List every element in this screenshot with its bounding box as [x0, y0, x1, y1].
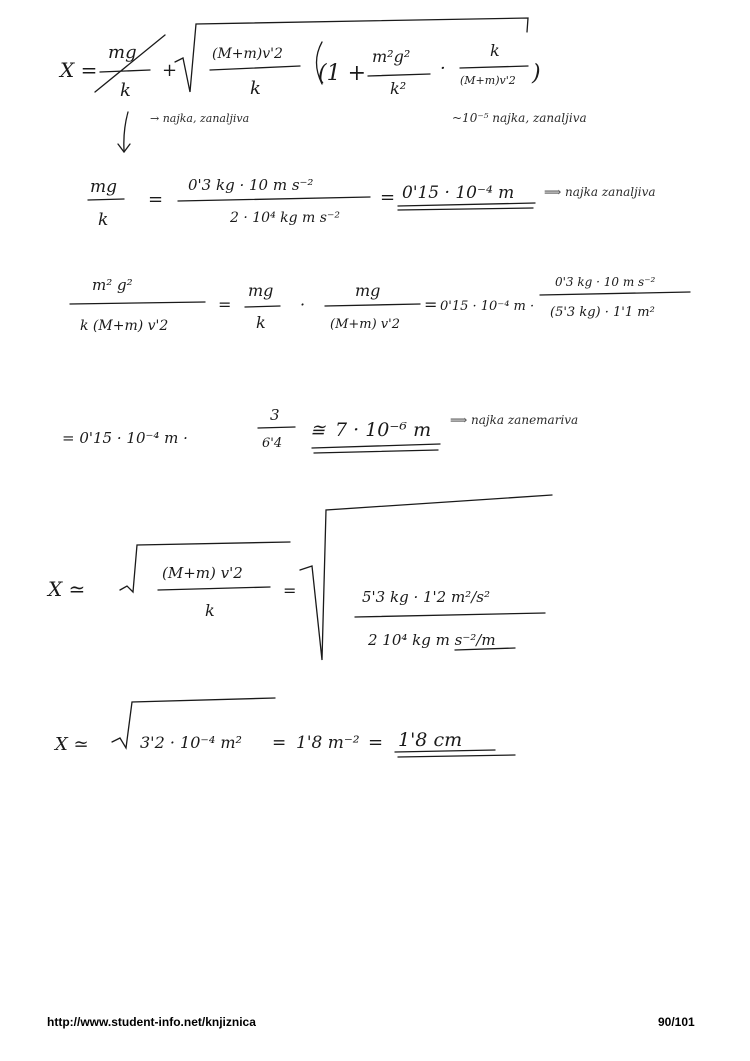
eq2-result: 0'15 · 10⁻⁴ m	[402, 183, 515, 203]
fraction-bar	[325, 304, 420, 306]
eq5-lhs: X ≃	[48, 577, 86, 601]
eq1-frac2-num: m²g²	[372, 47, 411, 66]
fraction-bar	[88, 199, 124, 200]
eq5-big-den: 2 10⁴ kg m s⁻²/m	[368, 631, 496, 649]
note2: ~10⁻⁵ najka, zanaljiva	[452, 111, 587, 125]
eq3-num: m² g²	[92, 276, 133, 294]
eq4-result: 7 · 10⁻⁶ m	[335, 419, 432, 441]
fraction-bar	[100, 70, 150, 72]
eq6-eq2: =	[368, 732, 384, 753]
fraction-bar	[355, 613, 545, 617]
eq3-f3-den: (5'3 kg) · 1'1 m²	[550, 305, 655, 320]
eq1-bracket-open: (1 +	[318, 61, 367, 86]
eq3-f1-num: mg	[248, 281, 274, 300]
eq1-plus: +	[162, 60, 178, 81]
fraction-bar	[245, 306, 280, 307]
eq2-eq2: =	[380, 187, 396, 208]
fraction-bar	[158, 587, 270, 590]
eq3-eq2: =	[424, 295, 438, 314]
eq1-frac2-den: k²	[390, 79, 407, 98]
fraction-bar	[460, 66, 528, 68]
eq1-frac3-den: (M+m)v'2	[460, 74, 516, 87]
eq3-f2-den: (M+m) v'2	[330, 317, 400, 332]
eq2-eq: =	[148, 189, 164, 210]
eq1-frac1-den: k	[120, 80, 131, 101]
underline	[314, 450, 438, 453]
eq6-lhs: X ≃	[55, 734, 89, 755]
eq3-f3-num: 0'3 kg · 10 m s⁻²	[555, 275, 656, 289]
eq2-den2: 2 · 10⁴ kg m s⁻²	[230, 210, 340, 226]
underline	[398, 208, 533, 210]
eq1-bracket-close: )	[532, 61, 541, 86]
eq5-root-den: k	[205, 601, 215, 620]
eq2-num2: 0'3 kg · 10 m s⁻²	[188, 176, 314, 194]
eq5-big-num: 5'3 kg · 1'2 m²/s²	[362, 588, 490, 606]
underline	[398, 755, 515, 757]
fraction-bar	[210, 66, 300, 70]
eq1-root-den: k	[250, 78, 261, 99]
eq6-result: 1'8 cm	[398, 729, 463, 751]
eq3-eq: =	[218, 295, 232, 314]
eq3-dot: ·	[300, 295, 306, 314]
eq3-value: 0'15 · 10⁻⁴ m ·	[440, 299, 535, 314]
underline	[312, 444, 440, 448]
eq4-f-den: 6'4	[262, 436, 283, 451]
eq3-den: k (M+m) v'2	[80, 318, 169, 334]
page-number: 90/101	[658, 1015, 695, 1029]
underline	[398, 203, 535, 206]
eq3-f1-den: k	[256, 313, 266, 332]
fraction-bar	[70, 302, 205, 304]
eq2-den: k	[98, 210, 109, 230]
eq6-radicand: 3'2 · 10⁻⁴ m²	[140, 733, 242, 752]
eq6-eq: =	[272, 733, 287, 753]
note1: → najka, zanaljiva	[150, 112, 250, 125]
eq1-dot: ·	[440, 58, 446, 79]
eq1-frac3-num: k	[490, 41, 500, 60]
eq4-f-num: 3	[270, 406, 280, 424]
eq2-arrow-note: ⟹ najka zanaljiva	[544, 185, 656, 199]
eq1-root-num: (M+m)v'2	[212, 46, 283, 62]
eq2-num: mg	[90, 177, 118, 197]
eq4-lead: = 0'15 · 10⁻⁴ m ·	[62, 429, 188, 447]
eq1-frac1-num: mg	[108, 42, 137, 63]
eq3-f2-num: mg	[355, 281, 381, 300]
eq4-arrow-note: ⟹ najka zanemariva	[450, 413, 579, 427]
footer-url: http://www.student-info.net/knjiznica	[47, 1015, 256, 1029]
fraction-bar	[540, 292, 690, 295]
eq5-root-num: (M+m) v'2	[162, 564, 243, 582]
fraction-bar	[178, 197, 370, 201]
eq6-mid: 1'8 m⁻²	[296, 733, 360, 753]
eq1-lhs: X =	[60, 58, 98, 82]
fraction-bar	[258, 427, 295, 428]
eq4-approx: ≅	[310, 420, 326, 441]
eq5-eq: =	[283, 581, 297, 600]
arrow-line	[124, 112, 128, 150]
fraction-bar	[368, 74, 430, 76]
